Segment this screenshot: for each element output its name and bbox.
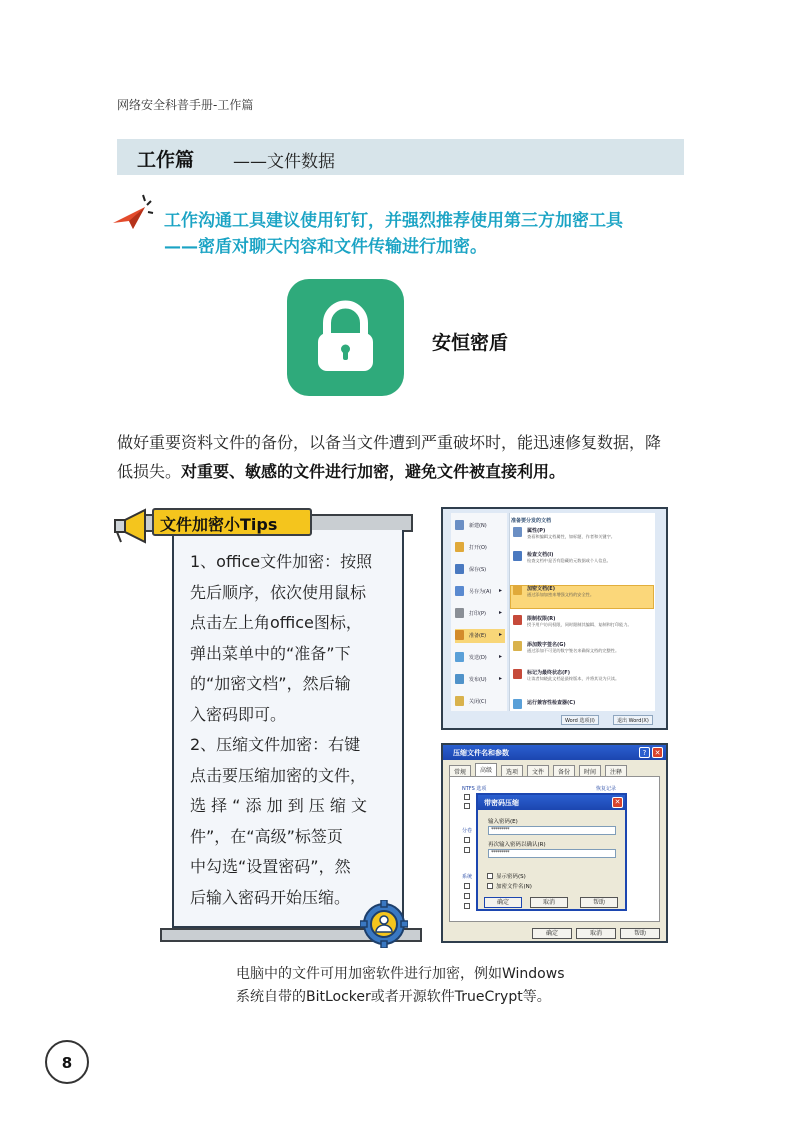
ntfs-checkbox-1[interactable] — [464, 794, 470, 800]
ntfs-options-group: NTFS 选项 — [462, 786, 487, 792]
recovery-record-group: 恢复记录 — [596, 786, 617, 792]
tab-6[interactable]: 时间 — [579, 765, 601, 777]
paragraph-line-2 — [117, 459, 565, 482]
password-help-button[interactable]: 帮助 — [580, 897, 618, 908]
volume-checkbox-2[interactable] — [464, 847, 470, 853]
menu-item[interactable] — [455, 519, 505, 533]
menu-item-label: 打印(P) — [469, 611, 486, 617]
gear-person-icon — [360, 900, 408, 948]
submenu-item-title: 运行兼容性检查器(C) — [527, 700, 576, 706]
system-checkbox-2[interactable] — [464, 893, 470, 899]
submenu-item-icon — [513, 585, 522, 595]
submenu-item-title: 检查文档(I) — [527, 552, 554, 558]
archive-dialog-title: 压缩文件名和参数 — [453, 749, 509, 757]
submenu-item-icon — [513, 669, 522, 679]
password-dialog — [476, 793, 627, 911]
menu-footer — [509, 713, 659, 727]
tab-4[interactable]: 文件 — [527, 765, 549, 777]
password-label: 输入密码(E) — [488, 819, 518, 825]
submenu-item-description: 通过添加加密来增强文档的安全性。 — [527, 592, 595, 597]
volume-checkbox-1[interactable] — [464, 837, 470, 843]
tips-label — [152, 508, 312, 536]
tips-line: 弹出菜单中的“准备”下 — [190, 643, 351, 663]
menu-item[interactable] — [455, 585, 505, 599]
paragraph-emphasis: 对重要、敏感的文件进行加密，避免文件被直接利用。 — [181, 462, 566, 481]
tips-line: 后输入密码开始压缩。 — [190, 887, 351, 907]
ntfs-checkbox-2[interactable] — [464, 803, 470, 809]
section-title-bar — [117, 139, 684, 175]
prepare-submenu-item[interactable] — [513, 641, 653, 661]
menu-item-label: 保存(S) — [469, 567, 487, 573]
tips-line: 点击要压缩加密的文件， — [190, 765, 367, 785]
encrypt-filenames-label: 加密文件名(N) — [496, 884, 532, 890]
lock-icon — [287, 279, 404, 396]
prepare-submenu-item[interactable] — [513, 615, 653, 635]
submenu-item-description: 授予用户访问权限，同时限制其编辑、复制和打印能力。 — [527, 622, 632, 627]
caption-line-1: 电脑中的文件可用加密软件进行加密，例如Windows — [236, 966, 565, 982]
menu-item-label: 打开(O) — [469, 545, 487, 551]
confirm-password-label: 再次输入密码以确认(R) — [488, 842, 546, 848]
confirm-password-input[interactable]: ********* — [488, 849, 616, 858]
submenu-item-icon — [513, 551, 522, 561]
submenu-arrow-icon: ▸ — [499, 609, 503, 616]
help-icon[interactable]: ? — [639, 747, 650, 758]
tips-line: 1、office文件加密：按照 — [190, 552, 373, 571]
save-icon — [455, 564, 464, 574]
intro-line-2: ——密盾对聊天内容和文件传输进行加密。 — [164, 237, 487, 257]
app-name: 安恒密盾 — [432, 332, 509, 354]
close-icon[interactable]: ✕ — [652, 747, 663, 758]
submenu-arrow-icon: ▸ — [499, 631, 503, 638]
page-number-badge — [45, 1040, 89, 1084]
submenu-item-title: 属性(P) — [527, 528, 546, 534]
submenu-item-title: 限制权限(R) — [527, 616, 556, 622]
tips-line: 的“加密文档”，然后输 — [190, 674, 351, 693]
system-checkbox-3[interactable] — [464, 903, 470, 909]
send-icon — [455, 652, 464, 662]
tab-2[interactable]: 高级 — [475, 763, 497, 777]
page-number: 8 — [61, 1054, 73, 1072]
submenu-item-title: 标记为最终状态(F) — [527, 670, 570, 676]
menu-item-label: 新建(N) — [469, 523, 487, 529]
close-doc-icon — [455, 696, 464, 706]
publish-icon — [455, 674, 464, 684]
prepare-submenu-item[interactable] — [513, 551, 653, 571]
print-icon — [455, 608, 464, 618]
tips-label-text: 文件加密小Tips — [160, 515, 278, 534]
word-prepare-menu-screenshot — [441, 507, 668, 730]
menu-item-label: 另存为(A) — [469, 589, 492, 595]
menu-item[interactable] — [455, 563, 505, 577]
menu-item[interactable] — [455, 607, 505, 621]
tips-line: 2、压缩文件加密：右键 — [190, 735, 361, 754]
submenu-arrow-icon: ▸ — [499, 587, 503, 594]
paragraph-line-2-prefix: 低损失。 — [117, 462, 182, 481]
menu-right-header: 准备要分发的文档 — [511, 518, 552, 524]
password-ok-button[interactable]: 确定 — [484, 897, 522, 908]
open-folder-icon — [455, 542, 464, 552]
submenu-item-icon — [513, 699, 522, 709]
submenu-item-icon — [513, 615, 522, 625]
save-as-icon — [455, 586, 464, 596]
close-icon[interactable]: ✕ — [612, 797, 623, 808]
submenu-item-description: 通过添加不可见的数字签名来确保文档的完整性。 — [527, 648, 620, 653]
submenu-item-icon — [513, 527, 522, 537]
tab-7[interactable]: 注释 — [605, 765, 627, 777]
tips-line: 件”，在“高级”标签页 — [190, 826, 343, 846]
password-cancel-button[interactable]: 取消 — [530, 897, 568, 908]
prepare-icon — [455, 630, 464, 640]
submenu-item-description: 检查文档中是否有隐藏的元数据或个人信息。 — [527, 558, 611, 563]
tips-line: 选 择 “ 添 加 到 压 缩 文 — [190, 796, 367, 815]
running-header: 网络安全科普手册-工作篇 — [117, 98, 254, 112]
tab-5[interactable]: 备份 — [553, 765, 575, 777]
menu-item[interactable] — [455, 695, 505, 709]
prepare-submenu-item[interactable] — [513, 669, 653, 689]
password-dialog-titlebar — [478, 795, 625, 810]
app-icon — [287, 279, 404, 396]
password-input[interactable]: ********* — [488, 826, 616, 835]
caption-line-2: 系统自带的BitLocker或者开源软件TrueCrypt等。 — [236, 989, 551, 1005]
tips-line: 先后顺序，依次使用鼠标 — [190, 582, 367, 602]
archive-cancel-button[interactable]: 取消 — [576, 928, 616, 939]
system-checkbox-1[interactable] — [464, 883, 470, 889]
archive-help-button[interactable]: 帮助 — [620, 928, 660, 939]
section-title-bold: 工作篇 — [137, 149, 195, 171]
intro-line-1: 工作沟通工具建议使用钉钉，并强烈推荐使用第三方加密工具 — [164, 211, 623, 231]
submenu-item-description: 让读者知晓此文档是最终版本，并将其设为只读。 — [527, 676, 620, 681]
volumes-group: 分卷 — [462, 828, 473, 834]
archive-dialog-titlebar — [443, 745, 666, 760]
encrypt-filenames-checkbox[interactable] — [487, 883, 493, 889]
tips-line: 中勾选“设置密码”，然 — [190, 857, 351, 876]
system-group: 系统 — [462, 874, 473, 880]
menu-item[interactable] — [455, 541, 505, 555]
paragraph-line-1: 做好重要资料文件的备份，以备当文件遭到严重破坏时，能迅速修复数据，降 — [117, 433, 662, 452]
tab-3[interactable]: 选项 — [501, 765, 523, 777]
submenu-arrow-icon: ▸ — [499, 653, 503, 660]
submenu-item-description: 查看和编辑文档属性，如标题、作者和关键字。 — [527, 534, 615, 539]
menu-item-label: 发布(U) — [469, 677, 487, 683]
prepare-submenu-item[interactable] — [513, 527, 653, 547]
menu-item-label: 关闭(C) — [469, 699, 487, 705]
submenu-arrow-icon: ▸ — [499, 675, 503, 682]
tips-line: 点击左上角office图标， — [190, 613, 362, 632]
tips-line: 入密码即可。 — [190, 704, 287, 724]
loudspeaker-icon — [111, 506, 155, 546]
section-title-rest: ——文件数据 — [233, 152, 335, 172]
submenu-item-title: 加密文档(E) — [527, 586, 555, 592]
submenu-item-icon — [513, 641, 522, 651]
exit-word-button[interactable]: 退出 Word(X) — [613, 715, 653, 725]
show-password-label: 显示密码(S) — [496, 874, 526, 880]
menu-item-label: 准备(E) — [469, 633, 487, 639]
new-doc-icon — [455, 520, 464, 530]
show-password-checkbox[interactable] — [487, 873, 493, 879]
menu-item[interactable] — [455, 629, 505, 643]
tab-1[interactable]: 常规 — [449, 765, 471, 777]
password-dialog-title: 带密码压缩 — [484, 799, 519, 807]
archive-ok-button[interactable]: 确定 — [532, 928, 572, 939]
paper-plane-icon — [111, 193, 159, 233]
menu-item[interactable] — [455, 673, 505, 687]
menu-item-label: 发送(D) — [469, 655, 487, 661]
menu-item[interactable] — [455, 651, 505, 665]
word-options-button[interactable]: Word 选项(I) — [561, 715, 599, 725]
prepare-submenu-item[interactable] — [513, 585, 653, 605]
submenu-item-title: 添加数字签名(G) — [527, 642, 566, 648]
